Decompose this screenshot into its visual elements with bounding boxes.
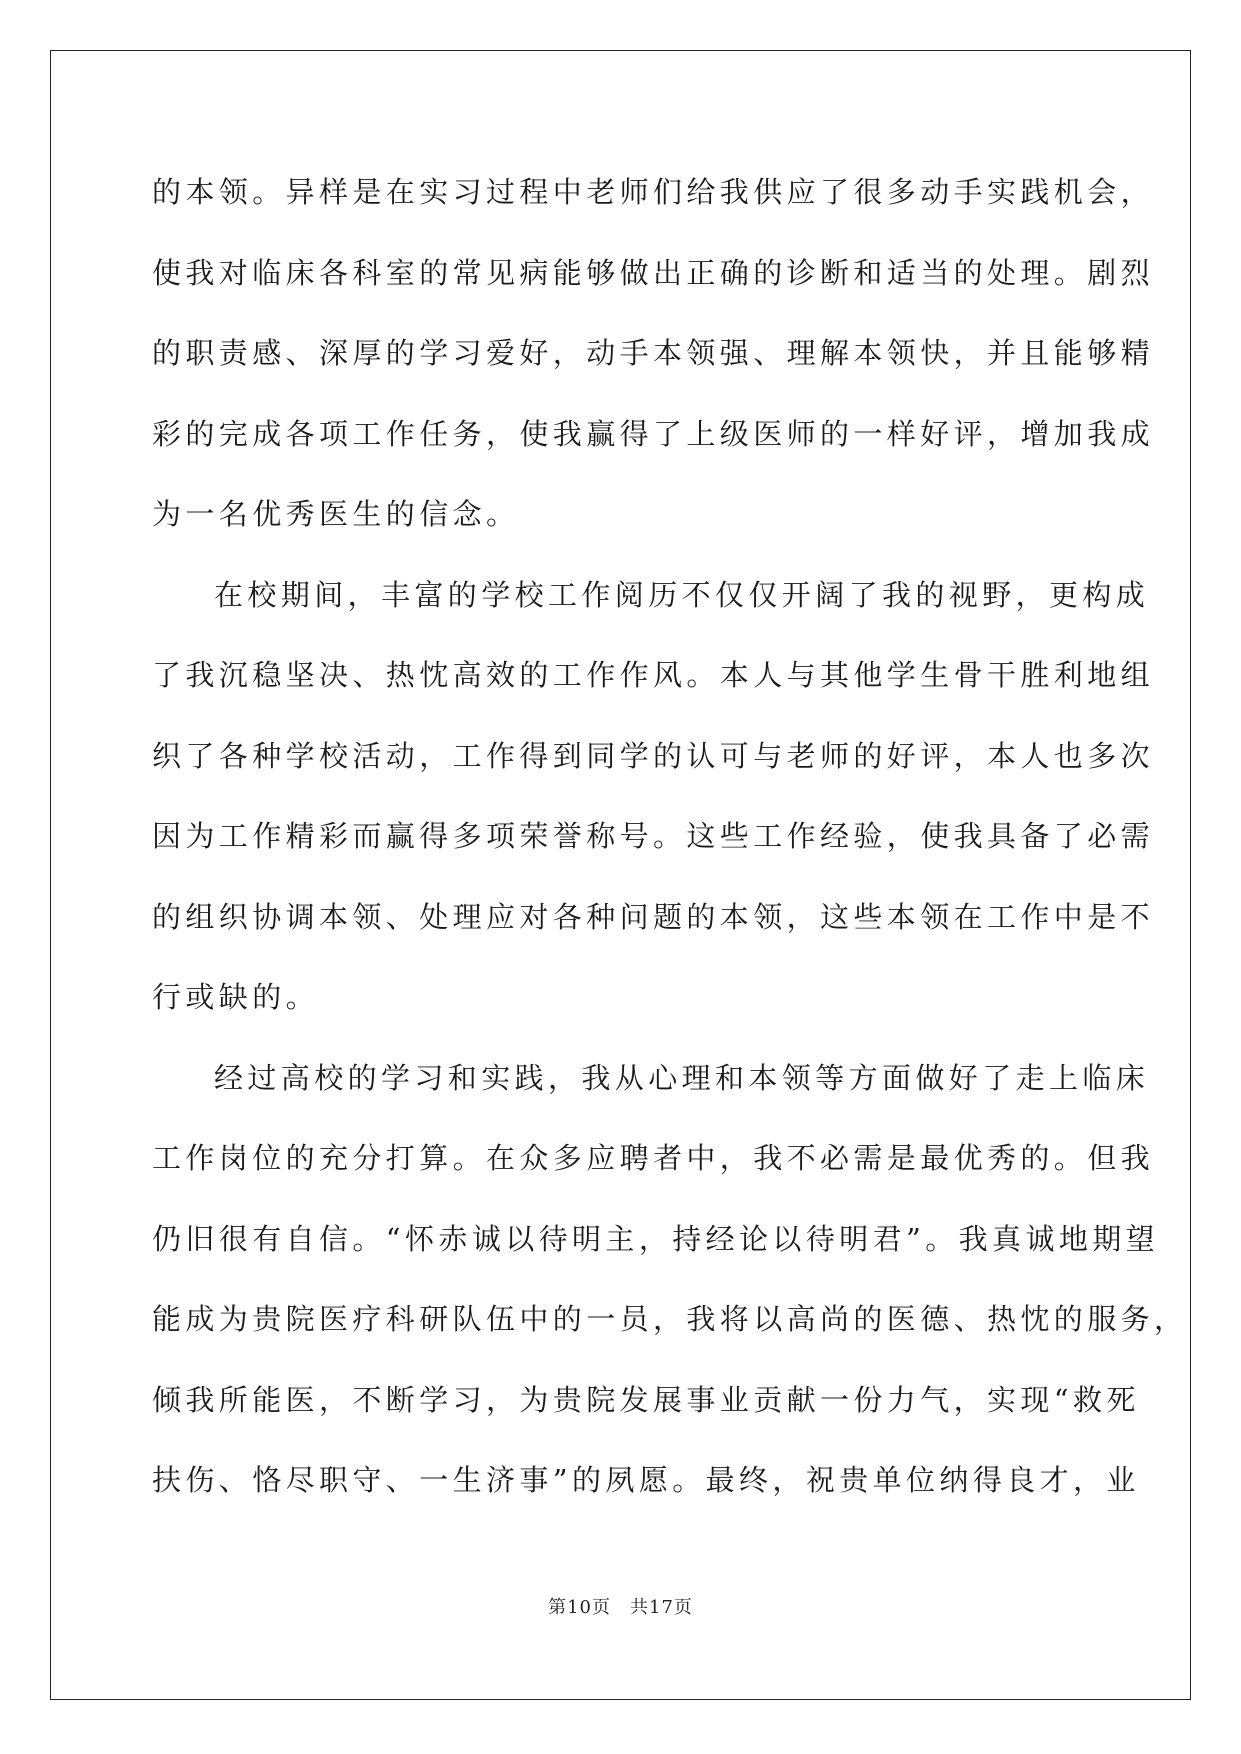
text-line: 倾我所能医，不断学习，为贵院发展事业贡献一份力气，实现“救死 [152, 1382, 1140, 1417]
text-line: 的组织协调本领、处理应对各种问题的本领，这些本领在工作中是不 [152, 899, 1155, 934]
text-line: 使我对临床各科室的常见病能够做出正确的诊断和适当的处理。剧烈 [152, 255, 1155, 290]
text-line: 了我沉稳坚决、热忱高效的工作作风。本人与其他学生骨干胜利地组 [152, 658, 1155, 692]
text-line: 彩的完成各项工作任务，使我赢得了上级医师的一样好评，增加我成 [152, 416, 1155, 451]
text-line: 织了各种学校活动，工作得到同学的认可与老师的好评，本人也多次 [152, 738, 1155, 773]
document-body [152, 152, 1188, 1521]
text-line: 仍旧很有自信。“怀赤诚以待明主，持经论以待明君”。我真诚地期望 [152, 1221, 1160, 1256]
page-number-footer: 第10页 共17页 [548, 1597, 693, 1618]
text-line: 工作岗位的充分打算。在众多应聘者中，我不必需是最优秀的。但我 [152, 1141, 1155, 1175]
text-line: 的本领。异样是在实习过程中老师们给我供应了很多动手实践机会， [152, 175, 1155, 209]
paragraph-first-line: 在校期间，丰富的学校工作阅历不仅仅开阔了我的视野，更构成 [214, 577, 1150, 612]
text-line: 能成为贵院医疗科研队伍中的一员，我将以高尚的医德、热忱的服务， [152, 1302, 1188, 1336]
text-line: 扶伤、恪尽职守、一生济事”的夙愿。最终，祝贵单位纳得良才，业 [152, 1463, 1140, 1497]
text-line: 的职责感、深厚的学习爱好，动手本领强、理解本领快，并且能够精 [152, 336, 1155, 370]
text-line: 为一名优秀医生的信念。 [152, 497, 520, 531]
text-line: 因为工作精彩而赢得多项荣誉称号。这些工作经验，使我具备了必需 [152, 819, 1155, 853]
text-line: 行或缺的。 [152, 980, 320, 1014]
paragraph-first-line: 经过高校的学习和实践，我从心理和本领等方面做好了走上临床 [214, 1060, 1150, 1095]
